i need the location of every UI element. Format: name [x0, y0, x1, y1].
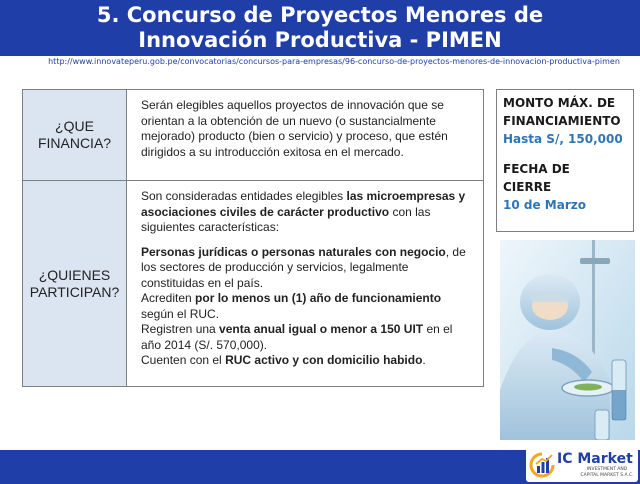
fecha-label-1: FECHA DE — [503, 162, 570, 176]
slide-title — [0, 0, 640, 56]
answer-cell — [127, 90, 483, 180]
monto-label-2: FINANCIAMIENTO — [503, 114, 621, 128]
req1-text: , de los sectores de producción y servicios, legalmente constituidas en el país. — [141, 244, 466, 290]
req3-text-end: en el año 2014 (S/. 570,000). — [141, 322, 453, 352]
ic-market-logo — [526, 448, 638, 482]
fecha-label-2: CIERRE — [503, 180, 552, 194]
req2-text-end: según el RUC. — [141, 306, 220, 321]
answer-financia: Serán elegibles aquellos proyectos de innovación que se orientan a la obtención de un nuevo (o sustancialmente mejorado) producto (bien o servicio) y proceso, que estén dirigidos a su introducción exitosa en el mercado. — [141, 98, 448, 159]
monto-label-1: MONTO MÁX. DE — [503, 96, 616, 110]
req3-text: Registren una — [141, 322, 220, 336]
funding-summary-box — [496, 89, 634, 232]
logo-brand: IC Market — [557, 451, 633, 467]
source-link[interactable]: http://www.innovateperu.gob.pe/convocatorias/concursos-para-empresas/96-concurso-de-proyectos-menores-de-innovacion-productiva-pimen — [48, 57, 620, 66]
monto-value: Hasta S/, 150,000 — [503, 132, 623, 146]
question-cell — [23, 90, 127, 180]
intro-text-end: con las siguientes características: — [141, 204, 431, 234]
table-row-financia — [23, 90, 483, 181]
question-participan: ¿QUIENES PARTICIPAN? — [29, 266, 120, 300]
req4-bold: RUC activo y con domicilio habido — [225, 353, 423, 367]
req2-bold: por lo menos un (1) año de funcionamiento — [195, 291, 442, 305]
info-table — [22, 89, 484, 387]
intro-text: Son consideradas entidades elegibles — [141, 189, 347, 203]
logo-tagline: INVESTMENT AND CAPITAL MARKET S.A.C. — [580, 467, 634, 478]
req4-text-end: . — [422, 353, 426, 367]
req3-bold: venta anual igual o menor a 150 UIT — [219, 322, 424, 336]
req2-text: Acrediten — [141, 291, 196, 305]
title-line-1: 5. Concurso de Proyectos Menores de — [96, 3, 544, 27]
lab-scientist-photo — [500, 240, 635, 440]
table-row-participan — [23, 181, 483, 386]
answer-cell — [127, 181, 483, 386]
eligibility-intro — [141, 189, 475, 236]
fecha-value: 10 de Marzo — [503, 198, 586, 212]
ic-market-logo-icon — [529, 452, 555, 478]
requirement-1 — [141, 245, 475, 292]
requirement-2 — [141, 291, 475, 322]
requirement-4 — [141, 353, 475, 369]
req4-text: Cuenten con el — [141, 353, 226, 367]
intro-bold: las microempresas y asociaciones civiles de carácter productivo — [141, 189, 466, 219]
question-financia: ¿QUE FINANCIA? — [37, 118, 112, 151]
question-cell — [23, 181, 127, 386]
requirement-3 — [141, 322, 475, 353]
req1-bold: Personas jurídicas o personas naturales con negocio — [141, 244, 446, 259]
title-line-2: Innovación Productiva - PIMEN — [138, 28, 502, 52]
